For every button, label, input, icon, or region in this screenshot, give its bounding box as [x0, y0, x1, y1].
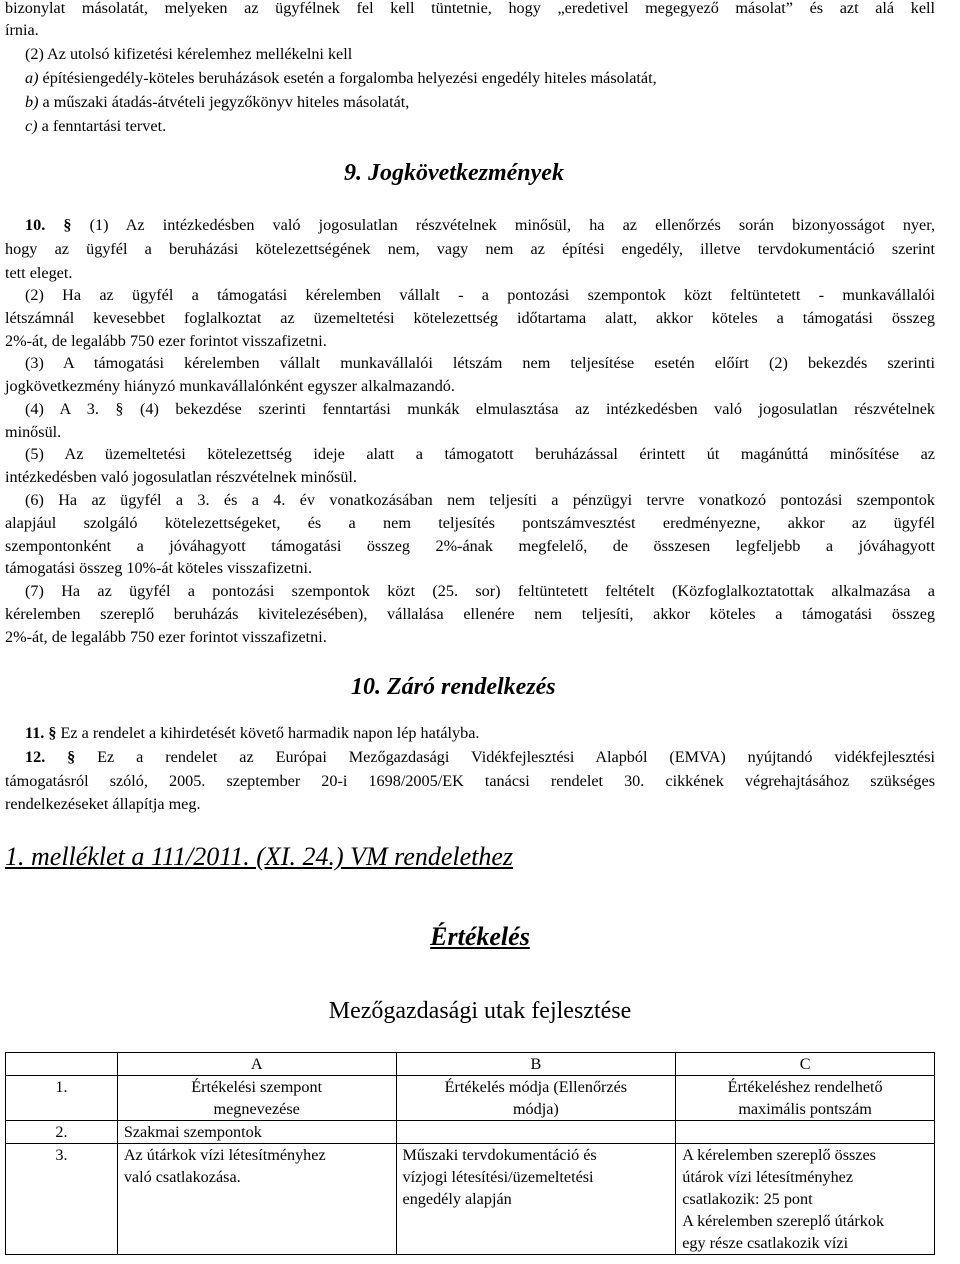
text-line: írnia. [5, 21, 39, 39]
table-cell: Értékelés módja (Ellenőrzés módja) [396, 1076, 676, 1121]
text-line: (2) Ha az ügyfél a támogatási kérelemben vállalt - a pontozási szempontok közt feltüntetett - munkavállalói [25, 286, 935, 304]
subtitle: Mezőgazdasági utak fejlesztése [328, 998, 632, 1024]
text-line: hogy az ügyfél a beruházási kötelezettségének nem, vagy nem az építési engedély, illetve tervdokumentáció szerint [5, 240, 935, 258]
column-header: B [396, 1053, 676, 1076]
text-line: (6) Ha az ügyfél a 3. és a 4. év vonatkozásában nem teljesíti a pénzügyi tervre vonatkozó pontozási szempontok [25, 491, 935, 509]
table-cell: Szakmai szempontok [117, 1121, 396, 1144]
table-cell: Értékelési szempont megnevezése [117, 1076, 396, 1121]
text-line: 12. § Ez a rendelet az Európai Mezőgazdasági Vidékfejlesztési Alapból (EMVA) nyújtandó vidékfejlesztési [25, 748, 936, 766]
text-line: támogatásról szóló, 2005. szeptember 20-i 1698/2005/EK tanácsi rendelet 30. cikkének végrehajtásához szükséges [5, 772, 935, 790]
text-line: alapjául szolgáló kötelezettségeket, és a nem teljesítés pontszámvesztést eredményezne, akkor az ügyfél [5, 514, 935, 532]
text-line: kérelemben szereplő beruházás kivitelezésében), vállalása ellenére nem teljesíti, akkor köteles a támogatási összeg [5, 605, 935, 623]
text-line: létszámnál kevesebbet foglalkoztat az üzemeltetési kötelezettség időtartama alatt, akkor köteles a támogatási összeg [5, 309, 935, 327]
table-row [6, 1144, 935, 1255]
list-item: b) a műszaki átadás-átvételi jegyzőkönyv hiteles másolatát, [25, 93, 410, 111]
row-number: 2. [6, 1121, 118, 1144]
column-header: C [676, 1053, 935, 1076]
text-line: jogkövetkezmény hiányzó munkavállalónként egyszer alkalmazandó. [5, 377, 455, 395]
list-item: c) a fenntartási tervet. [25, 117, 167, 135]
annex-title: 1. melléklet a 111/2011. (XI. 24.) VM rendelethez [5, 842, 514, 871]
section-heading: 10. Záró rendelkezés [351, 674, 556, 700]
text-line: minősül. [5, 423, 62, 441]
table-cell: Értékeléshez rendelhető maximális pontszám [676, 1076, 935, 1121]
table-cell [676, 1121, 935, 1144]
text-line: 10. § (1) Az intézkedésben való jogosulatlan részvételnek minősül, ha az ellenőrzés során bizonyosságot nyer, [25, 216, 935, 234]
text-line: bizonylat másolatát, melyeken az ügyfélnek fel kell tüntetnie, hogy „eredetivel megegyező másolat” és azt alá kell [5, 0, 935, 17]
text-line: intézkedésben való jogosulatlan részvételnek minősül. [5, 468, 357, 486]
section-sign-icon: § [67, 748, 76, 766]
text-line: 2%-át, de legalább 750 ezer forintot visszafizetni. [5, 332, 327, 350]
text-line: támogatási összeg 10%-át köteles visszafizetni. [5, 559, 313, 577]
table-row [6, 1076, 935, 1121]
table-cell: A kérelemben szereplő összes útárok vízi létesítményhez csatlakozik: 25 pont A kérelemben szereplő útárkok egy része csatlakozik vízi [676, 1144, 935, 1255]
table-cell: Műszaki tervdokumentáció és vízjogi létesítési/üzemeltetési engedély alapján [396, 1144, 676, 1255]
evaluation-table [5, 1052, 935, 1255]
table-cell [396, 1121, 676, 1144]
section-sign-icon: § [63, 216, 72, 234]
row-number: 1. [6, 1076, 118, 1121]
text-line: (5) Az üzemeltetési kötelezettség ideje alatt a támogatott beruházással érintett út magánúttá minősítése az [25, 445, 935, 463]
text-line: (4) A 3. § (4) bekezdése szerinti fenntartási munkák elmulasztása az intézkedésben való jogosulatlan részvételnek [25, 400, 935, 418]
paragraph-2-intro: (2) Az utolsó kifizetési kérelemhez mellékelni kell [25, 45, 353, 63]
evaluation-title: Értékelés [430, 922, 530, 951]
text-line: szempontonként a jóváhagyott támogatási összeg 2%-ának megfelelő, de összesen legfeljebb a jóváhagyott [5, 537, 935, 555]
list-item: a) építésiengedély-köteles beruházások esetén a forgalomba helyezési engedély hiteles másolatát, [25, 69, 657, 87]
text-line: 2%-át, de legalább 750 ezer forintot visszafizetni. [5, 628, 327, 646]
text-line: tett eleget. [5, 264, 73, 282]
section-heading: 9. Jogkövetkezmények [344, 160, 564, 186]
table-row [6, 1121, 935, 1144]
text-line: 11. § Ez a rendelet a kihirdetését követő harmadik napon lép hatályba. [25, 724, 480, 742]
text-line: (3) A támogatási kérelemben vállalt munkavállalói létszám nem teljesítése esetén előírt (2) bekezdés szerinti [25, 354, 935, 372]
table-header-row [6, 1053, 935, 1076]
section-sign-icon: § [48, 724, 57, 742]
row-number: 3. [6, 1144, 118, 1255]
text-line: rendelkezéseket állapítja meg. [5, 795, 201, 813]
text-line: (7) Ha az ügyfél a pontozási szempontok közt (25. sor) feltüntetett feltételt (Közfoglalkoztatottak alkalmazása a [25, 582, 935, 600]
column-header: A [117, 1053, 396, 1076]
table-cell: Az útárkok vízi létesítményhez való csatlakozása. [117, 1144, 396, 1255]
